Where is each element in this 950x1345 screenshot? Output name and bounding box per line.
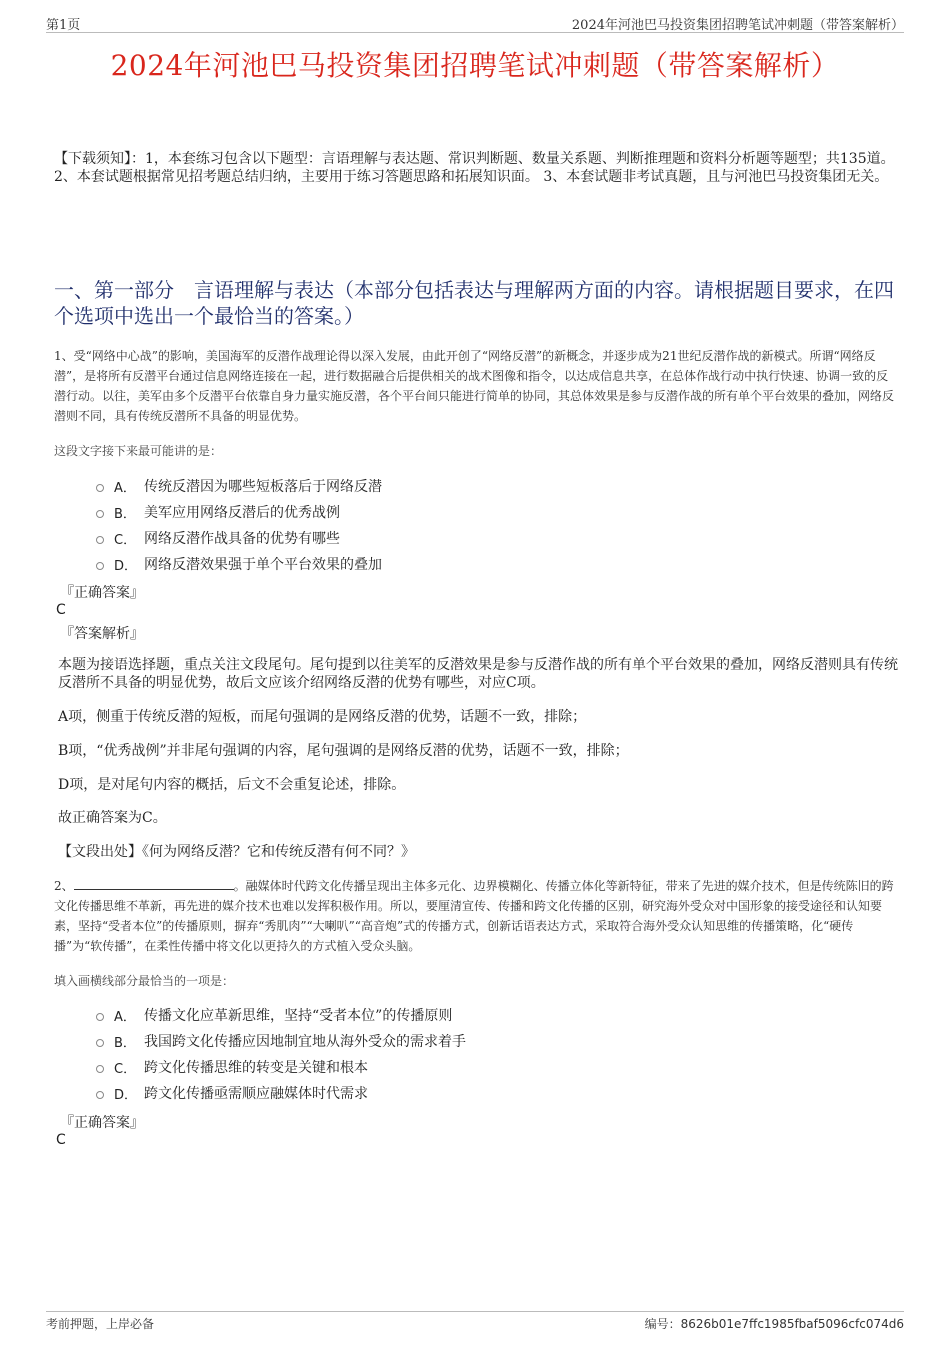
analysis-label: 『答案解析』 xyxy=(60,626,144,642)
section-title: 一、第一部分 言语理解与表达（本部分包括表达与理解两方面的内容。请根据题目要求，在四个选项中选出一个最恰当的答案。） xyxy=(54,278,894,328)
correct-answer-label: 『正确答案』 xyxy=(60,585,144,601)
question-2-body: 2、 。融媒体时代跨文化传播呈现出主体多元化、边界模糊化、传播立体化等新特征，带来了先进的媒介技术，但是传统陈旧的跨文化传播思维不革新，再先进的媒介技术也难以发挥积极作用。所以，要厘清宣传、传播和跨文化传播的区别，研究海外受众对中国形象的接受途径和认知要素，坚持“受者本位”的传播原则，摒弃“秀肌肉”“大喇叭”“高音炮”式的传播方式，创新话语表达方式，采取符合海外受众认知思维的传播策略，化“硬传播”为“软传播”，在柔性传播中将文化以更持久的方式植入受众头脑。 xyxy=(54,879,894,953)
download-notice: 【下载须知】：1，本套练习包含以下题型：言语理解与表达题、常识判断题、数量关系题、判断推理题和资料分析题等题型；共135道。 2、本套试题根据常见招考题总结归纳，主要用于练习答题思路和拓展知识面。 3、本套试题非考试真题，且与河池巴马投资集团无关。 xyxy=(54,151,895,185)
option-d[interactable]: D． 网络反潜效果强于单个平台效果的叠加 xyxy=(96,551,796,577)
radio-icon[interactable] xyxy=(96,484,104,492)
fill-blank xyxy=(74,877,234,890)
analysis-paragraph: 本题为接语选择题，重点关注文段尾句。尾句提到以往美军的反潜效果是参与反潜作战的所有单个平台效果的叠加，网络反潜则具有传统反潜所不具备的明显优势，故后文应该介绍网络反潜的优势有哪些，对应C项。 xyxy=(58,657,898,691)
question-2-prompt: 填入画横线部分最恰当的一项是： xyxy=(54,974,235,988)
footer-slogan: 考前押题，上岸必备 xyxy=(46,1317,155,1331)
question-1-prompt: 这段文字接下来最可能讲的是： xyxy=(54,444,223,458)
correct-answer-label: 『正确答案』 xyxy=(60,1115,144,1131)
correct-answer: C xyxy=(56,602,66,618)
radio-icon[interactable] xyxy=(96,1065,104,1073)
page-header xyxy=(46,14,904,33)
radio-icon[interactable] xyxy=(96,510,104,518)
document-code: 编号：8626b01e7ffc1985fbaf5096cfc074d6 xyxy=(644,1317,904,1331)
radio-icon[interactable] xyxy=(96,1039,104,1047)
radio-icon[interactable] xyxy=(96,562,104,570)
radio-icon[interactable] xyxy=(96,1013,104,1021)
analysis-paragraph: A项，侧重于传统反潜的短板，而尾句强调的是网络反潜的优势，话题不一致，排除； xyxy=(58,709,587,725)
analysis-paragraph: D项，是对尾句内容的概括，后文不会重复论述，排除。 xyxy=(58,777,406,793)
option-b[interactable]: B． 美军应用网络反潜后的优秀战例 xyxy=(96,499,796,525)
question-2-options xyxy=(96,1002,796,1106)
page-footer xyxy=(46,1311,904,1335)
question-1-options xyxy=(96,473,796,577)
option-c[interactable]: C． 网络反潜作战具备的优势有哪些 xyxy=(96,525,796,551)
option-d[interactable]: D． 跨文化传播亟需顺应融媒体时代需求 xyxy=(96,1080,796,1106)
option-a[interactable]: A． 传统反潜因为哪些短板落后于网络反潜 xyxy=(96,473,796,499)
option-a[interactable]: A． 传播文化应革新思维，坚持“受者本位”的传播原则 xyxy=(96,1002,796,1028)
header-doc-title: 2024年河池巴马投资集团招聘笔试冲刺题（带答案解析） xyxy=(571,18,904,33)
radio-icon[interactable] xyxy=(96,536,104,544)
option-c[interactable]: C． 跨文化传播思维的转变是关键和根本 xyxy=(96,1054,796,1080)
radio-icon[interactable] xyxy=(96,1091,104,1099)
question-1-body: 1、受“网络中心战”的影响，美国海军的反潜作战理论得以深入发展，由此开创了“网络反潜”的新概念，并逐步成为21世纪反潜作战的新模式。所谓“网络反潜”，是将所有反潜平台通过信息网络连接在一起，进行数据融合后提供相关的战术图像和指令，以达成信息共享，在总体作战行动中执行快速、协调一致的反潜行动。以往，美军由多个反潜平台依靠自身力量实施反潜，各个平台间只能进行简单的协同，其总体效果是参与反潜作战的所有单个平台效果的叠加，网络反潜则不同，具有传统反潜所不具备的明显优势。 xyxy=(54,349,895,423)
page-number: 第1页 xyxy=(46,18,81,33)
correct-answer: C xyxy=(56,1132,66,1148)
analysis-paragraph: B项，“优秀战例”并非尾句强调的内容，尾句强调的是网络反潜的优势，话题不一致，排除； xyxy=(58,743,629,759)
source-citation: 【文段出处】《何为网络反潜？它和传统反潜有何不同？》 xyxy=(58,844,415,860)
document-title: 2024年河池巴马投资集团招聘笔试冲刺题（带答案解析） xyxy=(110,49,840,82)
option-b[interactable]: B． 我国跨文化传播应因地制宜地从海外受众的需求着手 xyxy=(96,1028,796,1054)
analysis-paragraph: 故正确答案为C。 xyxy=(58,810,167,826)
